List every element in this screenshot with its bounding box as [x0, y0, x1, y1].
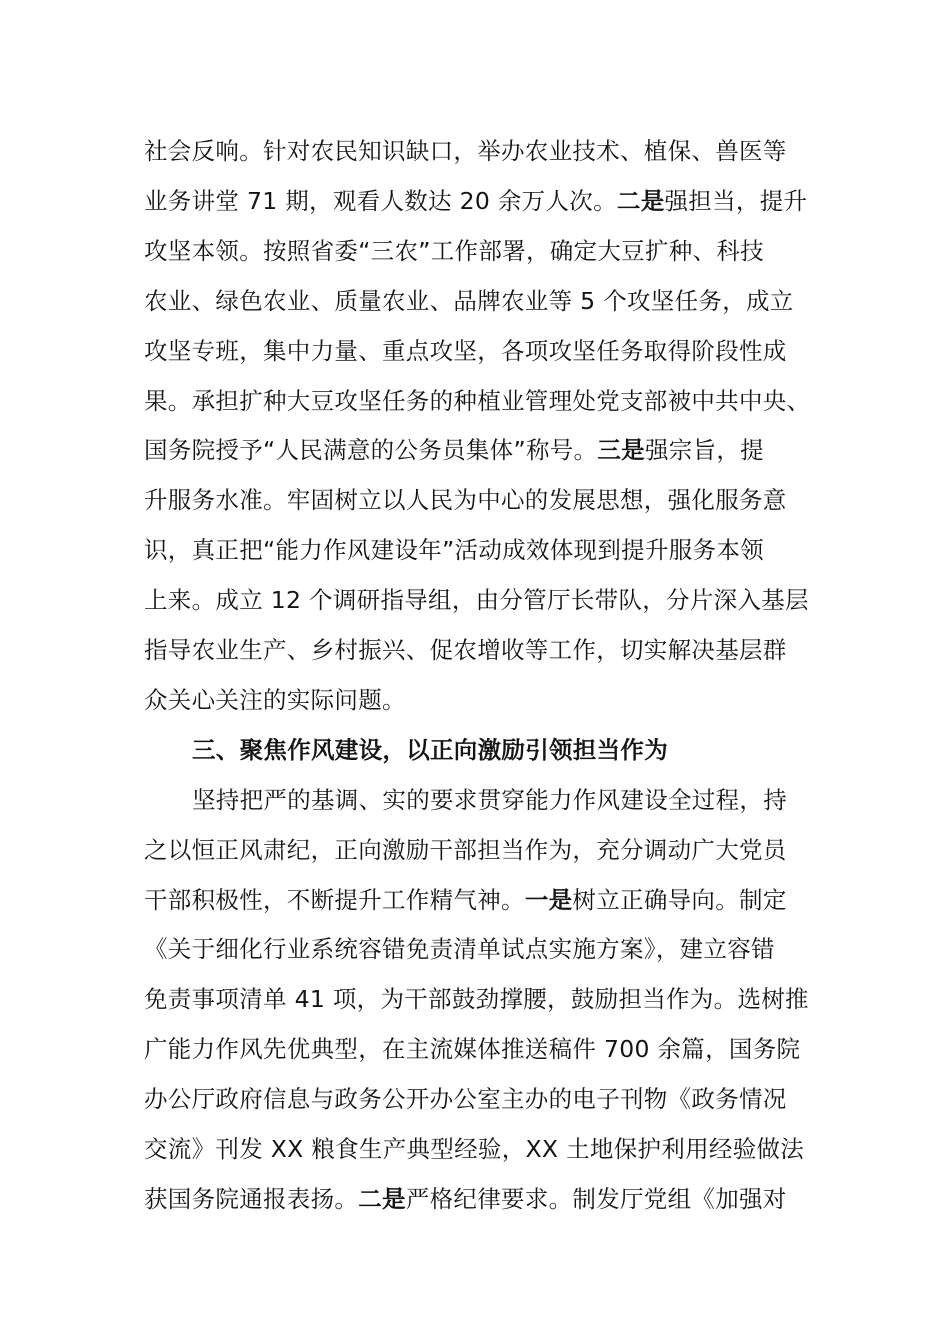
- text-line: [144, 184, 807, 218]
- text-segment: 办公厅政府信息与政务公开办公室主办的电子刊物《政务情况: [144, 1085, 787, 1114]
- text-segment: 获国务院通报表扬。: [144, 1184, 359, 1213]
- bold-text: 二是: [616, 186, 665, 215]
- text-segment: 交流》刊发 XX 粮食生产典型经验，XX 土地保护利用经验做法: [144, 1135, 805, 1163]
- text-line: [144, 932, 775, 966]
- text-segment: 树立正确导向。制定: [572, 885, 787, 914]
- section-heading: [192, 733, 668, 767]
- text-segment: 社会反响。针对农民知识缺口，举办农业技术、植保、兽医等: [144, 137, 787, 165]
- text-line: [144, 533, 764, 567]
- text-line: [144, 583, 809, 617]
- text-segment: 严格纪律要求。制发厅党组《加强对: [405, 1184, 787, 1213]
- text-segment: 《关于细化行业系统容错免责清单试点实施方案》，建立容错: [144, 935, 775, 964]
- text-line: [144, 284, 794, 318]
- text-line: [192, 783, 787, 817]
- bold-text: 二是: [358, 1184, 406, 1213]
- text-segment: 之以恒正风肃纪，正向激励干部担当作为，充分调动广大党员: [144, 835, 787, 864]
- text-segment: 强宗旨，提: [644, 436, 764, 465]
- text-segment: 上来。成立 12 个调研指导组，由分管厅长带队，分片深入基层: [144, 586, 809, 615]
- text-line: [144, 833, 787, 867]
- text-segment: 国务院授予“人民满意的公务员集体”称号。: [144, 436, 598, 465]
- bold-text: 三、聚焦作风建设，以正向激励引领担当作为: [192, 735, 668, 764]
- text-line: [144, 683, 406, 717]
- text-line: [144, 384, 810, 418]
- text-line: [144, 483, 787, 517]
- text-segment: 强担当，提升: [664, 186, 808, 215]
- text-segment: 坚持把严的基调、实的要求贯穿能力作风建设全过程，持: [192, 785, 787, 814]
- text-line: [144, 1182, 787, 1216]
- text-line: [144, 134, 787, 168]
- text-segment: 干部积极性，不断提升工作精气神。: [144, 885, 525, 914]
- text-segment: 攻坚专班，集中力量、重点攻坚，各项攻坚任务取得阶段性成: [144, 336, 787, 365]
- text-segment: 业务讲堂 71 期，观看人数达 20 余万人次。: [144, 186, 617, 215]
- text-segment: 升服务水准。牢固树立以人民为中心的发展思想，强化服务意: [144, 486, 787, 515]
- text-segment: 果。承担扩种大豆攻坚任务的种植业管理处党支部被中共中央、: [144, 386, 811, 415]
- text-line: [144, 334, 787, 368]
- text-segment: 农业、绿色农业、质量农业、品牌农业等 5 个攻坚任务，成立: [144, 286, 794, 315]
- text-segment: 指导农业生产、乡村振兴、促农增收等工作，切实解决基层群: [144, 636, 787, 664]
- text-segment: 攻坚本领。按照省委“三农”工作部署，确定大豆扩种、科技: [144, 236, 764, 265]
- text-line: [144, 982, 809, 1016]
- text-segment: 众关心关注的实际问题。: [144, 685, 406, 714]
- text-line: [144, 883, 787, 917]
- text-line: [144, 1032, 800, 1066]
- text-segment: 免责事项清单 41 项，为干部鼓劲撑腰，鼓励担当作为。选树推: [144, 985, 809, 1014]
- bold-text: 一是: [524, 885, 573, 914]
- text-line: [144, 1082, 787, 1116]
- text-line: [144, 433, 764, 467]
- text-line: [144, 1132, 804, 1166]
- text-line: [144, 234, 764, 268]
- text-segment: 广能力作风先优典型，在主流媒体推送稿件 700 余篇，国务院: [144, 1035, 801, 1064]
- text-line: [144, 633, 787, 667]
- bold-text: 三是: [597, 436, 645, 465]
- text-segment: 识，真正把“能力作风建设年”活动成效体现到提升服务本领: [144, 536, 764, 565]
